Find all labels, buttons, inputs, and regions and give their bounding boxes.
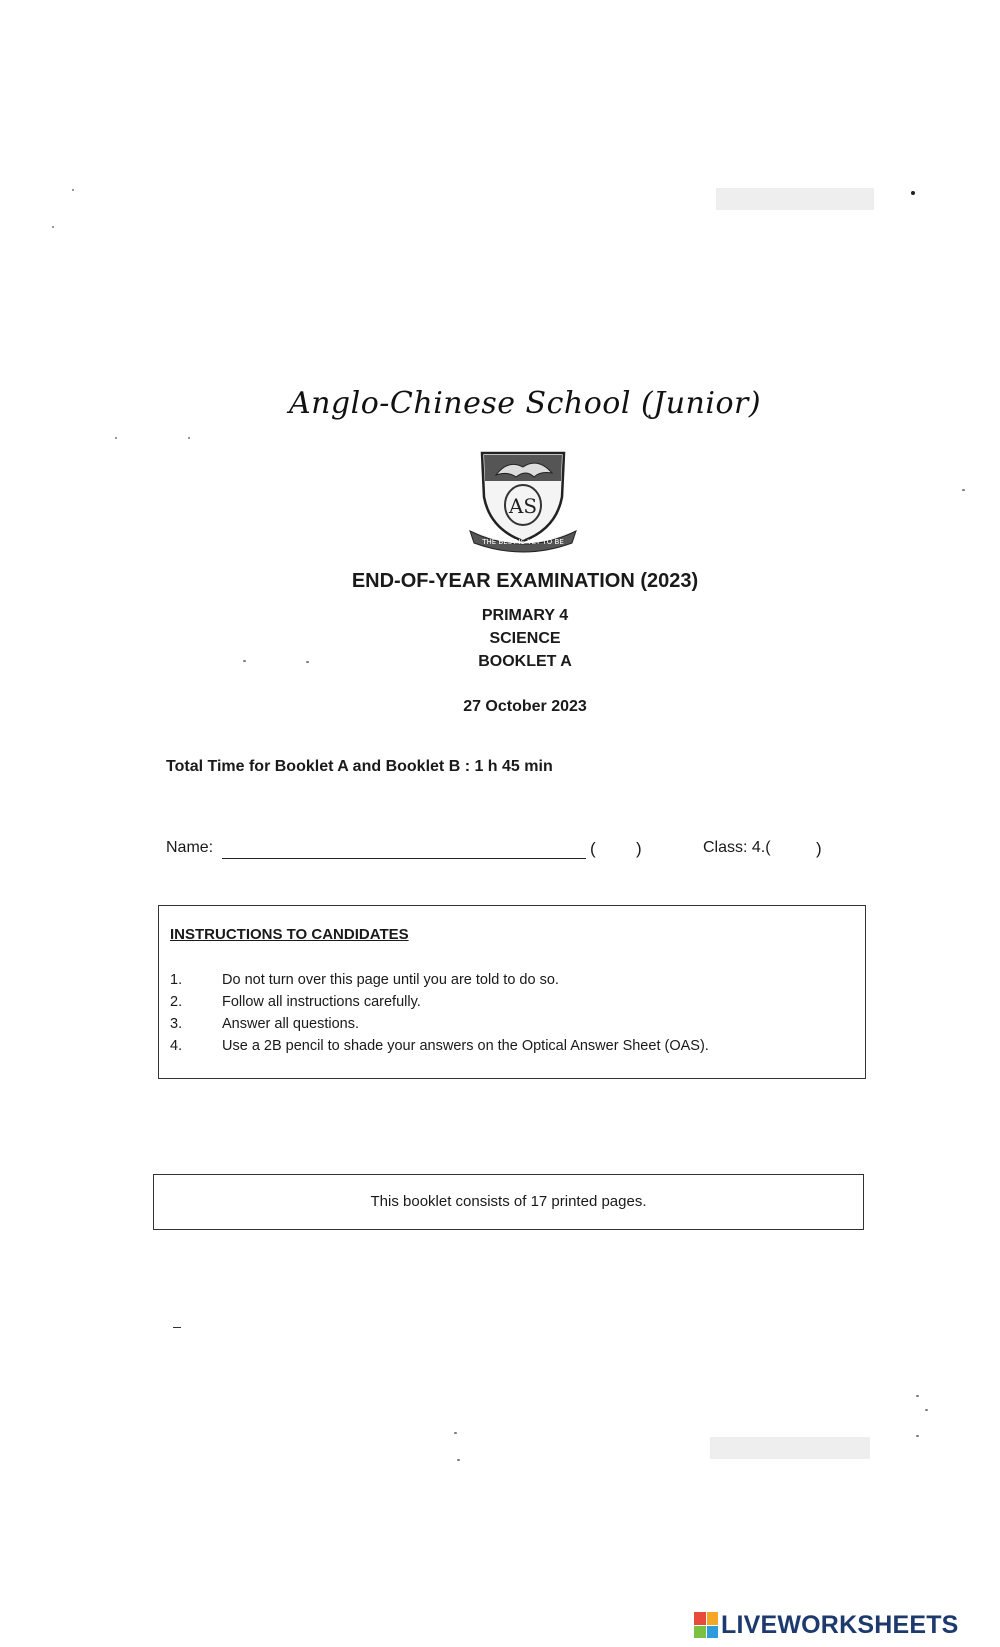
total-time: Total Time for Booklet A and Booklet B : 1 h 45 min [166,758,553,775]
instruction-text: Answer all questions. [222,1016,360,1032]
liveworksheets-logo[interactable] [694,1610,959,1640]
logo-square [694,1626,706,1639]
exam-subject: SCIENCE [489,630,561,647]
class-close-paren: ) [816,839,822,858]
scan-speck [188,437,190,439]
liveworksheets-mark-icon [694,1612,718,1638]
name-field[interactable] [222,858,586,859]
instruction-text: Do not turn over this page until you are told to do so. [222,972,559,988]
class-label: Class: 4.( [703,839,771,856]
scan-speck [916,1395,919,1397]
scan-speck [962,489,965,491]
scan-speck [173,1327,181,1328]
instructions-heading: INSTRUCTIONS TO CANDIDATES [170,926,409,943]
scan-speck [115,437,117,439]
name-label: Name: [166,839,214,856]
instructions-list [170,969,709,1057]
scan-speck [72,189,74,191]
instruction-number: 2. [170,994,183,1010]
instruction-text: Follow all instructions carefully. [222,994,421,1010]
page-count-note: This booklet consists of 17 printed pages. [153,1174,864,1230]
svg-text:AS: AS [508,494,538,518]
index-close-paren: ) [636,839,642,858]
scan-speck [52,226,54,228]
instruction-item [170,1013,709,1035]
instruction-item [170,1035,709,1057]
class-field[interactable] [780,839,816,859]
redaction-bar-top [716,188,874,210]
scan-speck [925,1409,928,1411]
scan-speck [454,1432,457,1434]
liveworksheets-wordmark: LIVEWORKSHEETS [721,1610,959,1639]
school-crest-logo [468,445,578,553]
index-number-field[interactable] [602,839,636,859]
instruction-item [170,991,709,1013]
exam-level: PRIMARY 4 [481,607,569,624]
instruction-number: 3. [170,1016,183,1032]
scan-speck [911,191,915,195]
instruction-number: 1. [170,972,183,988]
exam-booklet: BOOKLET A [478,653,572,670]
exam-date: 27 October 2023 [463,698,587,715]
logo-square [707,1626,719,1639]
redaction-bar-bottom [710,1437,870,1459]
logo-square [707,1612,719,1625]
instruction-number: 4. [170,1038,183,1054]
instructions-box [158,905,866,1079]
scan-speck [916,1435,919,1437]
crest-motto: THE BEST IS YET TO BE [482,538,564,546]
school-name: Anglo-Chinese School (Junior) [288,386,762,421]
logo-square [694,1612,706,1625]
index-open-paren: ( [590,839,596,858]
instruction-text: Use a 2B pencil to shade your answers on the Optical Answer Sheet (OAS). [222,1038,709,1054]
instruction-item [170,969,709,991]
exam-title: END-OF-YEAR EXAMINATION (2023) [351,570,699,592]
scan-speck [457,1459,460,1461]
